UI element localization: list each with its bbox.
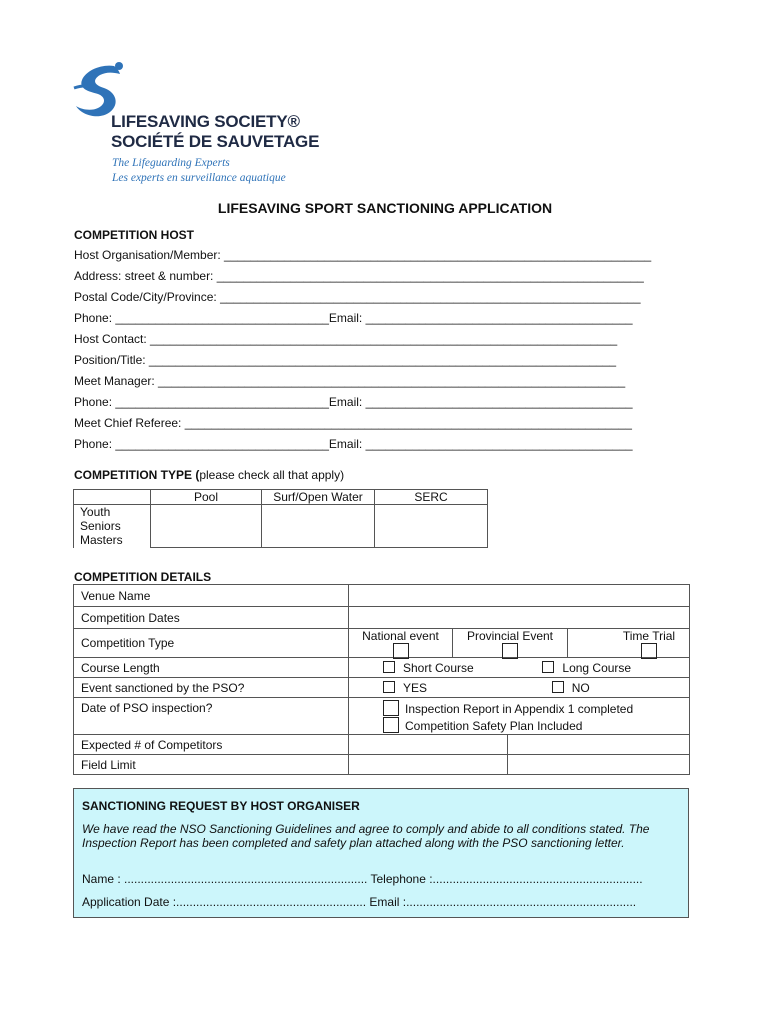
- table-row: [74, 735, 690, 755]
- org-name-en: LIFESAVING SOCIETY®: [111, 112, 300, 131]
- org-name-fr: SOCIÉTÉ DE SAUVETAGE: [111, 132, 320, 151]
- national-event-label: National event: [362, 629, 439, 643]
- inspection-date-label: Date of PSO inspection?: [74, 698, 349, 735]
- address-field[interactable]: Address: street & number: ________________________________________________________________: [74, 269, 644, 283]
- column-header: Pool: [151, 490, 262, 505]
- competition-details-table: [73, 584, 690, 775]
- provincial-event-option[interactable]: [453, 629, 568, 657]
- competitors-label: Expected # of Competitors: [74, 735, 349, 755]
- dates-input[interactable]: [349, 607, 690, 629]
- host-phone-email-field[interactable]: Phone: ________________________________Email: ________________________________________: [74, 311, 633, 325]
- field-limit-label: Field Limit: [74, 755, 349, 775]
- course-length-label: Course Length: [74, 658, 349, 678]
- table-row: [74, 585, 690, 607]
- table-row: [74, 698, 690, 735]
- time-trial-option[interactable]: [568, 629, 690, 657]
- pool-checkbox-cell[interactable]: [151, 505, 262, 548]
- safety-plan-checkbox[interactable]: [383, 717, 399, 733]
- request-statement: We have read the NSO Sanctioning Guidelines and agree to comply and abide to all conditions stated. The Inspection Report has been completed and safety plan attached along with the PSO sanctioning letter.: [82, 822, 650, 850]
- referee-phone-email-field[interactable]: Phone: ________________________________Email: ________________________________________: [74, 437, 633, 451]
- no-label: NO: [571, 680, 590, 695]
- venue-input[interactable]: [349, 585, 690, 607]
- chief-referee-field[interactable]: Meet Chief Referee: ___________________________________________________________________: [74, 416, 632, 430]
- details-heading: COMPETITION DETAILS: [74, 570, 212, 584]
- serc-checkbox-cell[interactable]: [375, 505, 488, 548]
- position-title-field[interactable]: Position/Title: ______________________________________________________________________: [74, 353, 617, 367]
- dates-label: Competition Dates: [74, 607, 349, 629]
- host-organisation-field[interactable]: Host Organisation/Member: ________________________________________________________________: [74, 248, 652, 262]
- type-heading: COMPETITION TYPE (please check all that apply): [74, 468, 345, 482]
- field-limit-input[interactable]: [349, 755, 508, 775]
- row-label-youth: Youth: [80, 505, 111, 519]
- row-label: [74, 505, 151, 548]
- surf-checkbox-cell[interactable]: [262, 505, 375, 548]
- row-label-seniors: Seniors: [80, 519, 121, 533]
- column-header: Surf/Open Water: [262, 490, 375, 505]
- inspection-report-checkbox[interactable]: [383, 700, 399, 716]
- tagline-en: The Lifeguarding Experts: [112, 157, 230, 169]
- name-telephone-line[interactable]: Name : ......................................................................... Telephone :...............................................................: [82, 872, 643, 886]
- short-course-label: Short Course: [403, 660, 474, 675]
- manager-phone-email-field[interactable]: Phone: ________________________________Email: ________________________________________: [74, 395, 633, 409]
- sanctioned-label: Event sanctioned by the PSO?: [74, 678, 349, 698]
- organization-logo: [72, 62, 332, 192]
- venue-label: Venue Name: [74, 585, 349, 607]
- request-heading: SANCTIONING REQUEST BY HOST ORGANISER: [82, 799, 360, 813]
- host-heading: COMPETITION HOST: [74, 228, 194, 242]
- table-cell: [74, 490, 151, 505]
- yes-checkbox[interactable]: [383, 681, 395, 693]
- form-title: LIFESAVING SPORT SANCTIONING APPLICATION: [217, 200, 553, 216]
- time-trial-checkbox[interactable]: [641, 643, 657, 659]
- competitors-input[interactable]: [349, 735, 508, 755]
- provincial-event-checkbox[interactable]: [502, 643, 518, 659]
- meet-manager-field[interactable]: Meet Manager: ______________________________________________________________________: [74, 374, 626, 388]
- table-row: [74, 607, 690, 629]
- inspection-options: [349, 698, 690, 735]
- competition-type-table: [73, 489, 488, 548]
- inspection-report-label: Inspection Report in Appendix 1 completed: [405, 702, 634, 716]
- competition-type-label: Competition Type: [74, 629, 349, 658]
- tagline-fr: Les experts en surveillance aquatique: [112, 172, 286, 184]
- no-checkbox[interactable]: [552, 681, 564, 693]
- sanctioned-options: [349, 678, 690, 698]
- provincial-event-label: Provincial Event: [466, 629, 554, 643]
- table-row: [74, 490, 488, 505]
- safety-plan-label: Competition Safety Plan Included: [405, 719, 583, 733]
- long-course-checkbox[interactable]: [542, 661, 554, 673]
- row-label-masters: Masters: [80, 533, 123, 547]
- field-limit-extra-input[interactable]: [508, 755, 690, 775]
- long-course-label: Long Course: [562, 660, 632, 675]
- national-event-checkbox[interactable]: [393, 643, 409, 659]
- table-row: [74, 629, 690, 658]
- sanctioning-request-box: [73, 788, 689, 918]
- time-trial-label: Time Trial: [622, 629, 676, 643]
- postal-code-field[interactable]: Postal Code/City/Province: _______________________________________________________________: [74, 290, 641, 304]
- competitors-extra-input[interactable]: [508, 735, 690, 755]
- host-contact-field[interactable]: Host Contact: ______________________________________________________________________: [74, 332, 618, 346]
- column-header: SERC: [375, 490, 488, 505]
- table-row: [74, 678, 690, 698]
- date-email-line[interactable]: Application Date :......................................................... Email :.....................................................................: [82, 895, 637, 909]
- event-level-cell: [349, 629, 690, 658]
- yes-label: YES: [403, 680, 428, 695]
- table-row: [74, 755, 690, 775]
- short-course-checkbox[interactable]: [383, 661, 395, 673]
- national-event-option[interactable]: [349, 629, 453, 657]
- table-row: [74, 505, 488, 548]
